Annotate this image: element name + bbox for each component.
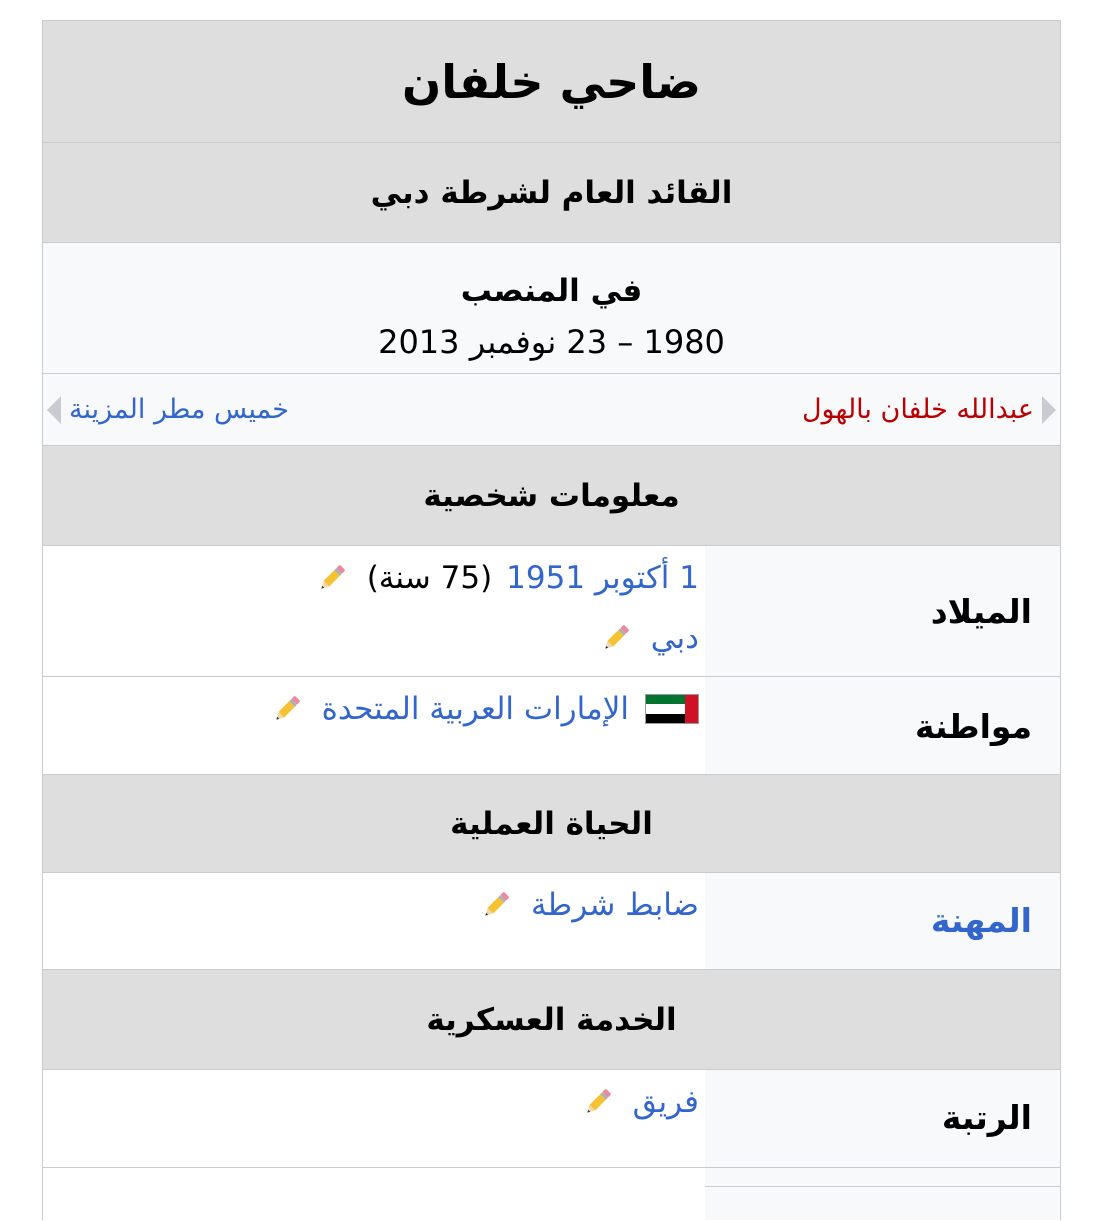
birth-row	[43, 546, 1060, 677]
office-title: القائد العام لشرطة دبي	[370, 174, 733, 211]
term-row	[43, 243, 1060, 374]
in-office-label: في المنصب	[460, 273, 643, 309]
rank-link[interactable]: فريق	[632, 1084, 699, 1120]
successor-nav[interactable]	[47, 374, 289, 445]
occupation-label-cell	[705, 873, 1060, 969]
citizenship-link[interactable]: الإمارات العربية المتحدة	[321, 691, 629, 727]
succession-row	[43, 374, 1060, 446]
occupation-row	[43, 873, 1060, 970]
in-office-dates: 1980 – 23 نوفمبر 2013	[378, 323, 725, 361]
pencil-icon[interactable]	[479, 888, 513, 922]
citizenship-row	[43, 677, 1060, 775]
section-military-title: الخدمة العسكرية	[426, 1001, 677, 1038]
pencil-icon[interactable]	[599, 621, 633, 655]
birth-label: الميلاد	[930, 592, 1032, 631]
rank-label: الرتبة	[941, 1098, 1032, 1137]
pencil-icon[interactable]	[581, 1085, 615, 1119]
birth-age: (75 سنة)	[366, 560, 493, 596]
infobox-title-row	[43, 21, 1060, 143]
section-career-header	[43, 775, 1060, 873]
value-cell	[43, 1168, 705, 1221]
citizenship-label-cell	[705, 677, 1060, 774]
uae-flag-icon	[645, 694, 699, 724]
arrow-left-icon	[47, 396, 61, 424]
occupation-link[interactable]: ضابط شرطة	[530, 887, 699, 923]
occupation-label[interactable]: المهنة	[930, 901, 1032, 940]
birth-label-cell	[705, 546, 1060, 676]
birth-place-link[interactable]: دبي	[650, 620, 699, 656]
occupation-value-cell	[43, 873, 705, 969]
infobox	[42, 20, 1061, 1220]
birth-date-line	[315, 560, 699, 596]
bottom-partial-row	[43, 1168, 1060, 1221]
rank-row	[43, 1070, 1060, 1168]
successor-link[interactable]: خميس مطر المزينة	[69, 394, 289, 425]
section-military-header	[43, 970, 1060, 1070]
citizenship-line	[270, 691, 699, 727]
rank-value-cell	[43, 1070, 705, 1167]
section-personal-title: معلومات شخصية	[423, 477, 680, 514]
citizenship-label: مواطنة	[915, 707, 1032, 746]
citizenship-value-cell	[43, 677, 705, 774]
occupation-line	[479, 887, 699, 923]
person-name: ضاحي خلفان	[402, 54, 701, 109]
predecessor-nav[interactable]	[802, 374, 1056, 445]
predecessor-link[interactable]: عبدالله خلفان بالهول	[801, 394, 1034, 425]
arrow-right-icon	[1042, 396, 1056, 424]
pencil-icon[interactable]	[315, 561, 349, 595]
birth-place-line	[599, 620, 699, 656]
pencil-icon[interactable]	[270, 692, 304, 726]
rank-label-cell	[705, 1070, 1060, 1167]
birth-date-link[interactable]: 1 أكتوبر 1951	[506, 560, 699, 596]
office-row	[43, 143, 1060, 243]
section-career-title: الحياة العملية	[450, 805, 653, 842]
section-personal-header	[43, 446, 1060, 546]
rank-line	[581, 1084, 699, 1120]
birth-value-cell	[43, 546, 705, 676]
